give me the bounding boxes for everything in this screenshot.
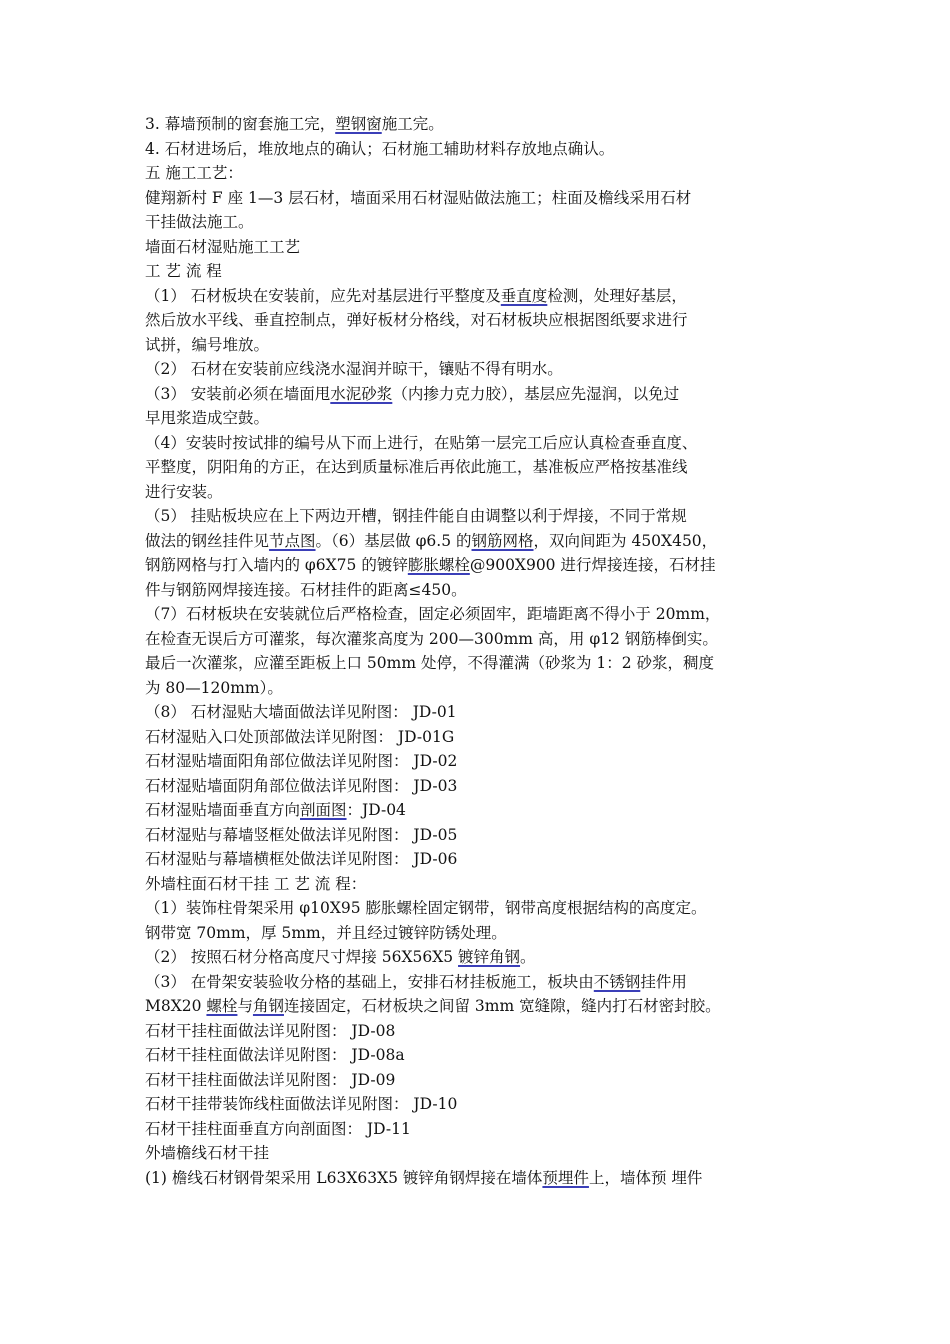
text-line [145, 945, 810, 970]
text-run: 检测，处理好基层， [547, 286, 687, 305]
text-run: 。 [520, 948, 536, 966]
text-run: 施工完。 [381, 115, 444, 133]
text-line [145, 749, 810, 774]
text-line [145, 210, 810, 235]
text-run: （2） 石材在安装前应线浇水湿润并晾干，镶贴不得有明水。 [145, 360, 563, 378]
text-line [145, 627, 810, 652]
text-run: 健翔新村 F 座 1—3 层石材，墙面采用石材湿贴做法施工；柱面及檐线采用石材 [145, 188, 692, 207]
text-line [145, 896, 810, 921]
text-run: 上，墙体预 埋件 [588, 1168, 703, 1187]
text-line [145, 259, 810, 284]
text-run: 件与钢筋网焊接连接。石材挂件的距离≤450。 [145, 580, 467, 599]
inline-link[interactable]: 垂直度 [500, 286, 548, 305]
text-run: 连接固定，石材板块之间留 3mm 宽缝隙，缝内打石材密封胶。 [283, 997, 721, 1015]
text-run: 平整度，阴阳角的方正，在达到质量标准后再依此施工，基准板应严格按基准线 [145, 458, 688, 476]
text-run: 最后一次灌浆，应灌至距板上口 50mm 处停，不得灌满（砂浆为 1：2 砂浆，稠度 [145, 654, 715, 672]
inline-link[interactable]: 镀锌角钢 [458, 948, 521, 966]
text-line [145, 431, 810, 456]
inline-link[interactable]: 不锈钢 [593, 972, 641, 991]
text-run: （3） 安装前必须在墙面甩 [145, 384, 331, 403]
text-line [145, 798, 810, 823]
text-line [145, 406, 810, 431]
text-run: 石材湿贴墙面垂直方向 [145, 801, 301, 819]
text-run: 工 艺 流 程 [145, 262, 222, 280]
text-run: 石材干挂柱面做法详见附图： JD-08a [145, 1046, 405, 1064]
text-line [145, 1141, 810, 1166]
text-run: 石材干挂带装饰线柱面做法详见附图： JD-10 [145, 1095, 458, 1113]
text-run: （1）装饰柱骨架采用 φ10X95 膨胀螺栓固定钢带，钢带高度根据结构的高度定。 [145, 899, 707, 917]
text-line [145, 676, 810, 701]
text-line [145, 774, 810, 799]
text-line [145, 578, 810, 603]
text-run: @900X900 进行焊接连接，石材挂 [469, 556, 716, 574]
inline-link[interactable]: 水泥砂浆 [330, 384, 393, 403]
text-line [145, 112, 810, 137]
text-line [145, 921, 810, 946]
text-run: 石材干挂柱面做法详见附图： JD-08 [145, 1021, 396, 1040]
text-run: 4. 石材进场后，堆放地点的确认；石材施工辅助材料存放地点确认。 [145, 139, 615, 158]
text-run: 石材湿贴与幕墙横框处做法详见附图： JD-06 [145, 850, 458, 868]
text-run: （8） 石材湿贴大墙面做法详见附图： JD-01 [145, 703, 457, 721]
inline-link[interactable]: 膨胀螺栓 [407, 556, 470, 574]
text-line [145, 137, 810, 162]
text-line [145, 333, 810, 358]
text-run: 石材湿贴与幕墙竖框处做法详见附图： JD-05 [145, 825, 458, 844]
text-line [145, 455, 810, 480]
text-line [145, 1166, 810, 1191]
inline-link[interactable]: 预埋件 [542, 1168, 589, 1187]
text-run: 3. 幕墙预制的窗套施工完， [145, 115, 336, 133]
text-line [145, 700, 810, 725]
text-run: 钢筋网格与打入墙内的 φ6X75 的镀锌 [145, 556, 408, 574]
text-run: ，双向间距为 450X450， [533, 531, 718, 550]
text-run: 石材湿贴墙面阴角部位做法详见附图： JD-03 [145, 776, 458, 795]
text-run: （5） 挂贴板块应在上下两边开槽，钢挂件能自由调整以利于焊接，不同于常规 [145, 507, 687, 525]
text-run: 石材湿贴墙面阳角部位做法详见附图： JD-02 [145, 752, 458, 770]
text-run: 早甩浆造成空鼓。 [145, 409, 270, 427]
text-run: ：JD-04 [346, 801, 406, 819]
text-run: 做法的钢丝挂件见 [145, 531, 270, 550]
text-run: 。（6）基层做 φ6.5 的 [315, 531, 472, 550]
inline-link[interactable]: 螺栓 [206, 997, 238, 1015]
text-line [145, 357, 810, 382]
text-run: 墙面石材湿贴施工工艺 [145, 237, 301, 256]
text-line [145, 725, 810, 750]
text-line [145, 480, 810, 505]
text-line [145, 382, 810, 407]
text-line [145, 504, 810, 529]
text-line [145, 872, 810, 897]
text-run: 五 施工工艺： [145, 164, 243, 182]
text-run: 在检查无误后方可灌浆，每次灌浆高度为 200—300mm 高，用 φ12 钢筋棒倒实。 [145, 629, 718, 648]
text-line [145, 1092, 810, 1117]
text-run: 钢带宽 70mm，厚 5mm，并且经过镀锌防锈处理。 [145, 923, 507, 942]
text-run: 干挂做法施工。 [145, 213, 254, 231]
text-line [145, 602, 810, 627]
text-line [145, 161, 810, 186]
text-run: 石材干挂柱面做法详见附图： JD-09 [145, 1070, 396, 1089]
document-body [145, 112, 810, 1190]
text-line [145, 847, 810, 872]
text-run: 石材湿贴入口处顶部做法详见附图： JD-01G [145, 727, 455, 746]
text-line [145, 186, 810, 211]
text-line [145, 651, 810, 676]
text-run: （7）石材板块在安装就位后严格检查，固定必须固牢，距墙距离不得小于 20mm， [145, 605, 721, 623]
text-run: （内掺力克力胶），基层应先湿润，以免过 [392, 384, 680, 403]
inline-link[interactable]: 钢筋网格 [471, 531, 534, 550]
text-run: 挂件用 [640, 972, 687, 991]
text-line [145, 529, 810, 554]
text-line [145, 1068, 810, 1093]
inline-link[interactable]: 塑钢窗 [335, 115, 382, 133]
text-run: 石材干挂柱面垂直方向剖面图： JD-11 [145, 1119, 411, 1138]
text-run: 为 80—120mm）。 [145, 678, 283, 697]
text-run: （4）安装时按试排的编号从下而上进行，在贴第一层完工后应认真检查垂直度、 [145, 433, 698, 452]
text-run: 与 [237, 997, 253, 1015]
text-line [145, 1019, 810, 1044]
text-line [145, 235, 810, 260]
text-run: （1） 石材板块在安装前，应先对基层进行平整度及 [145, 286, 501, 305]
text-line [145, 1043, 810, 1068]
text-line [145, 994, 810, 1019]
text-line [145, 970, 810, 995]
text-run: 外墙檐线石材干挂 [145, 1144, 270, 1162]
text-run: 试拼，编号堆放。 [145, 335, 270, 354]
text-line [145, 553, 810, 578]
text-line [145, 284, 810, 309]
text-run: 外墙柱面石材干挂 工 艺 流 程： [145, 874, 367, 893]
text-run: （3） 在骨架安装验收分格的基础上，安排石材挂板施工，板块由 [145, 972, 594, 991]
text-line [145, 308, 810, 333]
text-run: （2） 按照石材分格高度尺寸焊接 56X56X5 [145, 948, 459, 966]
text-run: 然后放水平线、垂直控制点，弹好板材分格线，对石材板块应根据图纸要求进行 [145, 311, 688, 329]
text-line [145, 823, 810, 848]
text-run: (1) 檐线石材钢骨架采用 L63X63X5 镀锌角钢焊接在墙体 [145, 1168, 543, 1187]
text-run: 进行安装。 [145, 482, 223, 501]
text-run: M8X20 [145, 997, 207, 1015]
inline-link[interactable]: 节点图 [269, 531, 316, 550]
inline-link[interactable]: 角钢 [252, 997, 284, 1015]
inline-link[interactable]: 剖面图 [300, 801, 347, 819]
text-line [145, 1117, 810, 1142]
